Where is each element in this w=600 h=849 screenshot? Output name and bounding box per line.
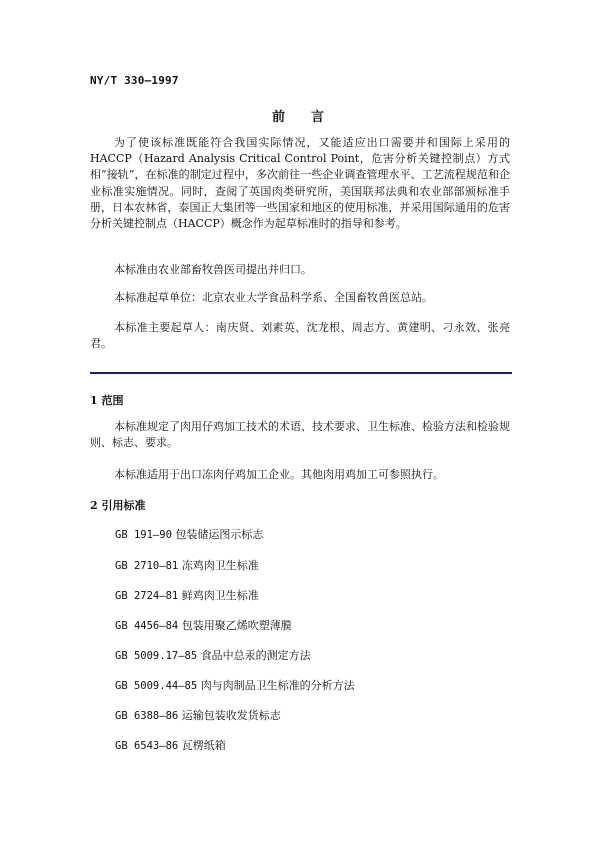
reference-code: GB 6543—86 [115,740,179,752]
reference-title: 鲜鸡肉卫生标准 [181,589,259,602]
reference-item [115,557,259,573]
reference-code: GB 4456—84 [115,620,179,632]
reference-code: GB 2710—81 [115,560,179,572]
reference-item [115,737,226,753]
foreword-paragraph-2: 本标准由农业部畜牧兽医司提出并归口。 [114,263,312,276]
reference-item [115,677,355,693]
foreword-paragraph-4: 本标准主要起草人：南庆贤、刘素英、沈龙根、周志方、黄建明、刁永效、张亮君。 [90,321,510,351]
scope-paragraph-1: 本标准规定了肉用仔鸡加工技术的术语、技术要求、卫生标准、检验方法和检验规则、标志、要求。 [90,420,510,450]
reference-item [115,526,263,542]
reference-item [115,647,311,663]
scope-paragraph-2: 本标准适用于出口冻肉仔鸡加工企业。其他肉用鸡加工可参照执行。 [114,468,444,481]
section-2-heading: 2 引用标准 [90,499,146,512]
reference-title: 肉与肉制品卫生标准的分析方法 [200,679,355,692]
reference-code: GB 5009.44—85 [115,680,198,692]
reference-item [115,707,281,723]
standard-number: NY/T 330—1997 [90,74,179,87]
foreword-paragraph-1: 为了使该标准既能符合我国实际情况，又能适应出口需要并和国际上采用的HACCP（Hazard Analysis Critical Control Point，危害分析关键控制点）方式相“接轨”，在标准的制定过程中，多次前往一些企业调查管理水平、工艺流程规范和企业标准实施情况。同时，查阅了英国肉类研究所，美国联邦法典和农业部部颁标准手册，日本农林省，泰国正大集团等一些国家和地区的使用标准，并采用国际通用的危害分析关键控制点（HACCP）概念作为起草标准时的指导和参考。 [90,136,510,231]
reference-item [115,587,259,603]
reference-item [115,617,292,633]
section-1-heading: 1 范围 [90,394,124,407]
reference-title: 包装储运图示标志 [175,528,264,541]
reference-title: 包装用聚乙烯吹塑薄膜 [181,619,292,632]
reference-code: GB 5009.17—85 [115,650,198,662]
reference-code: GB 6388—86 [115,710,179,722]
foreword-paragraph-3: 本标准起草单位：北京农业大学食品科学系、全国畜牧兽医总站。 [114,291,433,304]
reference-title: 运输包装收发货标志 [181,709,281,722]
reference-title: 食品中总汞的测定方法 [200,649,311,662]
reference-title: 冻鸡肉卫生标准 [181,559,259,572]
reference-code: GB 2724—81 [115,590,179,602]
foreword-title: 前言 [271,110,350,125]
reference-code: GB 191—90 [115,529,172,541]
section-divider [90,372,512,374]
reference-title: 瓦楞纸箱 [181,739,226,752]
